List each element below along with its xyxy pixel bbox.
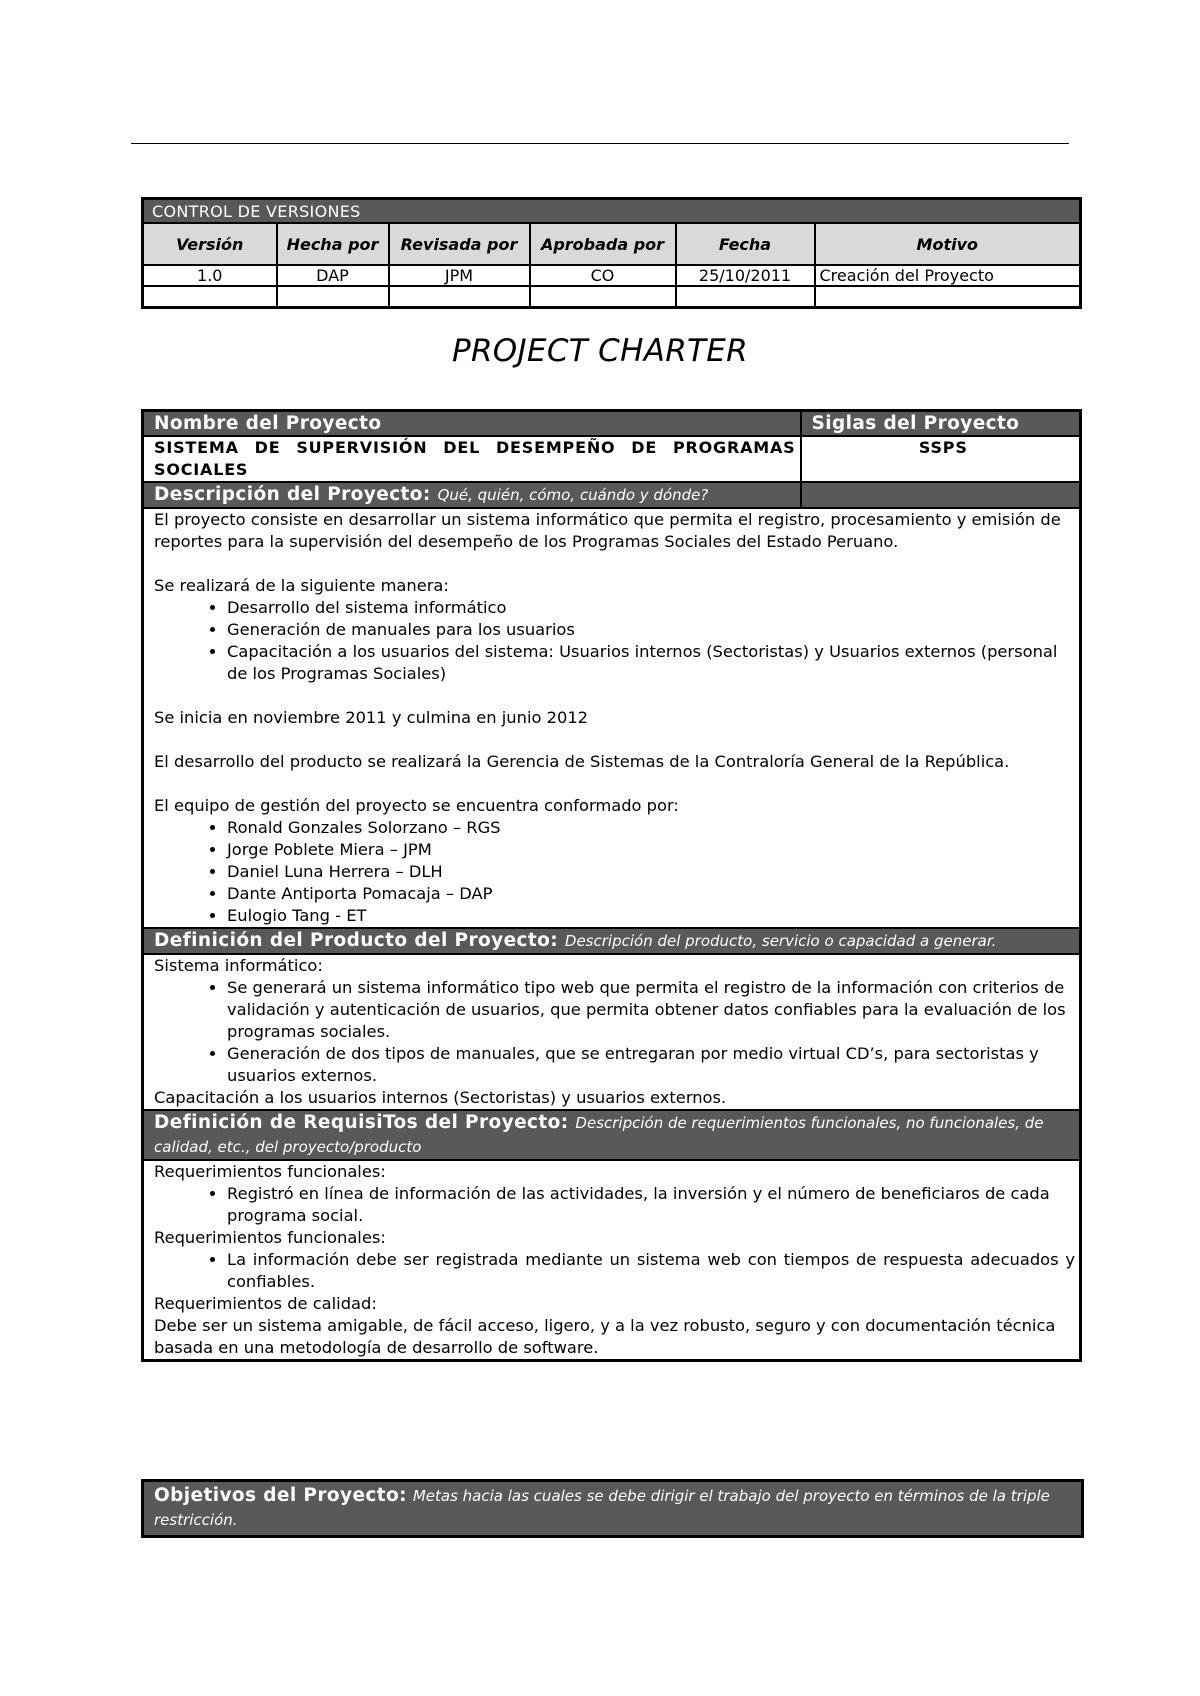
version-cell xyxy=(143,286,277,308)
column-header-date: Fecha xyxy=(676,223,815,265)
list-item: • Registró en línea de información de las actividades, la inversión y el número de beneficiaros de cada programa social. xyxy=(227,1183,1075,1227)
project-acronym-label: Siglas del Proyecto xyxy=(801,411,1081,437)
description-header xyxy=(143,482,801,508)
description-label: Descripción del Proyecto: xyxy=(154,484,431,505)
list-item: • Daniel Luna Herrera – DLH xyxy=(227,861,1075,883)
project-name: SISTEMA DE SUPERVISIÓN DEL DESEMPEÑO DE PROGRAMAS SOCIALES xyxy=(143,436,801,482)
quality-label: Requerimientos de calidad: xyxy=(154,1294,377,1313)
requirements-hint: Descripción de requerimientos funcionales, no funcionales, de calidad, etc., del proyecto/producto xyxy=(154,1114,1044,1156)
objectives-hint: Metas hacia las cuales se debe dirigir el trabajo del proyecto en términos de la triple restricción. xyxy=(154,1487,1050,1529)
list-item: • Generación de manuales para los usuarios xyxy=(227,619,1075,641)
functional-list xyxy=(154,1183,1075,1227)
requirements-body xyxy=(143,1160,1081,1361)
objectives-label: Objetivos del Proyecto: xyxy=(154,1485,407,1506)
list-item: • Jorge Poblete Miera – JPM xyxy=(227,839,1075,861)
column-header-made-by: Hecha por xyxy=(277,223,389,265)
list-item: • Dante Antiporta Pomacaja – DAP xyxy=(227,883,1075,905)
team-intro: El equipo de gestión del proyecto se encuentra conformado por: xyxy=(154,796,679,815)
version-control-title: CONTROL DE VERSIONES xyxy=(143,199,1081,224)
column-header-approved-by: Aprobada por xyxy=(530,223,676,265)
requirements-header xyxy=(143,1110,1081,1160)
column-header-version: Versión xyxy=(143,223,277,265)
quality-text: Debe ser un sistema amigable, de fácil acceso, ligero, y a la vez robusto, seguro y con documentación técnica basada en una metodología de desarrollo de software. xyxy=(154,1316,1056,1357)
product-list xyxy=(154,977,1075,1087)
list-item: • La información debe ser registrada mediante un sistema web con tiempos de respuesta adecuados y confiables. xyxy=(227,1249,1075,1293)
reason-cell xyxy=(815,286,1081,308)
project-name-label: Nombre del Proyecto xyxy=(143,411,801,437)
team-list xyxy=(154,817,1075,927)
version-control-table xyxy=(141,197,1082,309)
column-header-reviewed-by: Revisada por xyxy=(389,223,530,265)
nonfunctional-label: Requerimientos funcionales: xyxy=(154,1228,386,1247)
reason-cell: Creación del Proyecto xyxy=(815,265,1081,286)
project-charter-table xyxy=(141,409,1082,1362)
reviewed-by-cell: JPM xyxy=(389,265,530,286)
header-rule xyxy=(131,143,1069,144)
developer-text: El desarrollo del producto se realizará la Gerencia de Sistemas de la Contraloría General de la República. xyxy=(154,752,1010,771)
table-row xyxy=(143,265,1081,286)
approved-by-cell: CO xyxy=(530,265,676,286)
made-by-cell: DAP xyxy=(277,265,389,286)
description-header-empty xyxy=(801,482,1081,508)
description-hint: Qué, quién, cómo, cuándo y dónde? xyxy=(437,486,709,504)
method-intro: Se realizará de la siguiente manera: xyxy=(154,576,449,595)
document-title: PROJECT CHARTER xyxy=(451,333,749,369)
table-row xyxy=(143,286,1081,308)
list-item: • Eulogio Tang - ET xyxy=(227,905,1075,927)
requirements-label: Definición de RequisiTos del Proyecto: xyxy=(154,1112,569,1133)
version-cell: 1.0 xyxy=(143,265,277,286)
list-item: • Se generará un sistema informático tipo web que permita el registro de la información con criterios de validación y autenticación de usuarios, que permita obtener datos confiables para la evaluación de los programas sociales. xyxy=(227,977,1075,1043)
reviewed-by-cell xyxy=(389,286,530,308)
product-label: Definición del Producto del Proyecto: xyxy=(154,930,559,951)
description-intro: El proyecto consiste en desarrollar un sistema informático que permita el registro, procesamiento y emisión de reportes para la supervisión del desempeño de los Programas Sociales del Estado Peruano. xyxy=(154,510,1061,551)
functional-label: Requerimientos funcionales: xyxy=(154,1162,386,1181)
product-intro: Sistema informático: xyxy=(154,956,323,975)
description-body xyxy=(143,508,1081,928)
product-hint: Descripción del producto, servicio o capacidad a generar. xyxy=(564,932,997,950)
timeline-text: Se inicia en noviembre 2011 y culmina en junio 2012 xyxy=(154,708,589,727)
objectives-header xyxy=(141,1479,1084,1538)
approved-by-cell xyxy=(530,286,676,308)
list-item: • Desarrollo del sistema informático xyxy=(227,597,1075,619)
product-header xyxy=(143,928,1081,954)
method-list xyxy=(154,597,1075,685)
training-text: Capacitación a los usuarios internos (Sectoristas) y usuarios externos. xyxy=(154,1088,727,1107)
product-body xyxy=(143,954,1081,1110)
nonfunctional-list xyxy=(154,1249,1075,1293)
list-item: • Capacitación a los usuarios del sistema: Usuarios internos (Sectoristas) y Usuarios externos (personal de los Programas Sociales) xyxy=(227,641,1075,685)
date-cell xyxy=(676,286,815,308)
date-cell: 25/10/2011 xyxy=(676,265,815,286)
list-item: • Ronald Gonzales Solorzano – RGS xyxy=(227,817,1075,839)
column-header-reason: Motivo xyxy=(815,223,1081,265)
list-item: • Generación de dos tipos de manuales, que se entregaran por medio virtual CD’s, para sectoristas y usuarios externos. xyxy=(227,1043,1075,1087)
project-acronym: SSPS xyxy=(801,436,1081,482)
made-by-cell xyxy=(277,286,389,308)
